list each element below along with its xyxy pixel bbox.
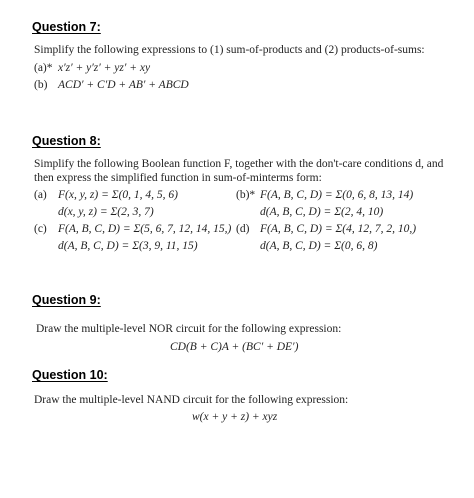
question-7-part-a bbox=[34, 61, 150, 75]
question-7-heading: Question 7: bbox=[32, 20, 101, 34]
question-8-part-d-F bbox=[236, 222, 416, 236]
part-d-label: (d) bbox=[236, 223, 250, 235]
question-8-part-a-F bbox=[34, 188, 178, 202]
part-a-function: F(x, y, z) = Σ(0, 1, 4, 5, 6) bbox=[58, 189, 178, 201]
part-b-expression: ACD′ + C′D + AB′ + ABCD bbox=[58, 79, 189, 91]
question-9-expression: CD(B + C)A + (BC′ + DE′) bbox=[170, 341, 299, 353]
question-8-part-b-d: d(A, B, C, D) = Σ(2, 4, 10) bbox=[260, 206, 384, 218]
part-b-label: (b) bbox=[34, 79, 48, 91]
part-c-label: (c) bbox=[34, 223, 47, 235]
question-8-part-b-F bbox=[236, 188, 413, 202]
question-8-part-c-F bbox=[34, 222, 231, 236]
question-8-heading: Question 8: bbox=[32, 134, 101, 148]
question-10-expression: w(x + y + z) + xyz bbox=[192, 411, 278, 423]
part-b-function: F(A, B, C, D) = Σ(0, 6, 8, 13, 14) bbox=[260, 189, 414, 201]
question-10-prompt: Draw the multiple-level NAND circuit for the following expression: bbox=[34, 394, 349, 406]
part-a-label: (a)* bbox=[34, 62, 53, 74]
question-9-prompt: Draw the multiple-level NOR circuit for the following expression: bbox=[36, 323, 342, 335]
part-d-function: F(A, B, C, D) = Σ(4, 12, 7, 2, 10,) bbox=[260, 223, 417, 235]
question-8-part-c-d: d(A, B, C, D) = Σ(3, 9, 11, 15) bbox=[58, 240, 198, 252]
question-8-part-d-d: d(A, B, C, D) = Σ(0, 6, 8) bbox=[260, 240, 378, 252]
part-a-expression: x′z′ + y′z′ + yz′ + xy bbox=[58, 62, 151, 74]
question-10-heading: Question 10: bbox=[32, 368, 108, 382]
part-c-function: F(A, B, C, D) = Σ(5, 6, 7, 12, 14, 15,) bbox=[58, 223, 232, 235]
question-7-prompt: Simplify the following expressions to (1) sum-of-products and (2) products-of-sums: bbox=[34, 44, 425, 56]
question-8-prompt-line-1: Simplify the following Boolean function F, together with the don't-care conditions d, and bbox=[34, 158, 444, 170]
question-7-part-b bbox=[34, 78, 189, 92]
question-8-part-a-d: d(x, y, z) = Σ(2, 3, 7) bbox=[58, 206, 154, 218]
part-a-label: (a) bbox=[34, 189, 47, 201]
question-8-prompt-line-2: then express the simplified function in sum-of-minterms form: bbox=[34, 172, 322, 184]
question-9-heading: Question 9: bbox=[32, 293, 101, 307]
part-b-label: (b)* bbox=[236, 189, 256, 201]
